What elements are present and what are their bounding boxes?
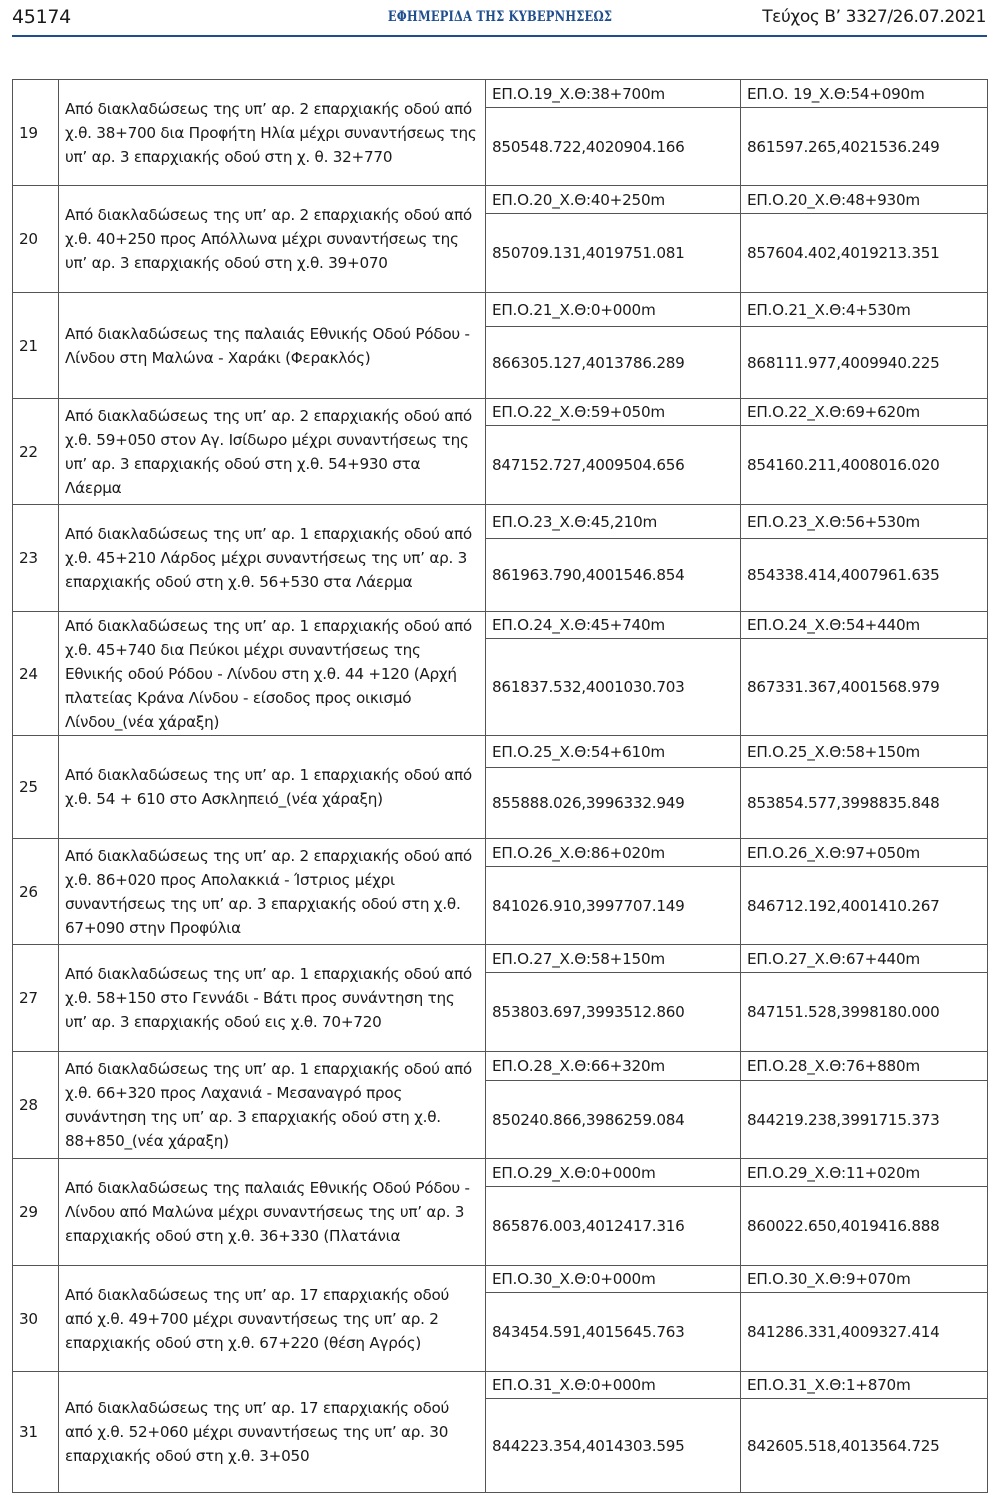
row-number: 31 [13, 1372, 59, 1493]
start-coordinates: 861963.790,4001546.854 [486, 539, 741, 612]
road-description: Από διακλαδώσεως της υπ’ αρ. 17 επαρχιακής οδού από χ.θ. 49+700 μέχρι συναντήσεως της υπ’ αρ. 2 επαρχιακής οδού στη χ.θ. 67+220 (θέση Αγρός) [59, 1266, 486, 1372]
table-row [13, 293, 988, 327]
start-chainage-code: ΕΠ.Ο.25_Χ.Θ:54+610m [486, 736, 741, 768]
table-row [13, 839, 988, 867]
start-chainage-code: ΕΠ.Ο.29_Χ.Θ:0+000m [486, 1159, 741, 1187]
start-coordinates: 865876.003,4012417.316 [486, 1187, 741, 1266]
end-coordinates: 854160.211,4008016.020 [741, 426, 988, 505]
end-chainage-code: ΕΠ.Ο.28_Χ.Θ:76+880m [741, 1052, 988, 1081]
end-chainage-code: ΕΠ.Ο.23_Χ.Θ:56+530m [741, 505, 988, 539]
row-number: 30 [13, 1266, 59, 1372]
row-number: 27 [13, 945, 59, 1052]
table-row [13, 612, 988, 639]
end-coordinates: 847151.528,3998180.000 [741, 973, 988, 1052]
end-chainage-code: ΕΠ.Ο.22_Χ.Θ:69+620m [741, 399, 988, 426]
start-coordinates: 850240.866,3986259.084 [486, 1081, 741, 1159]
row-number: 29 [13, 1159, 59, 1266]
start-coordinates: 853803.697,3993512.860 [486, 973, 741, 1052]
end-chainage-code: ΕΠ.Ο.27_Χ.Θ:67+440m [741, 945, 988, 973]
start-chainage-code: ΕΠ.Ο.30_Χ.Θ:0+000m [486, 1266, 741, 1293]
row-number: 21 [13, 293, 59, 399]
end-coordinates: 868111.977,4009940.225 [741, 327, 988, 399]
road-description: Από διακλαδώσεως της υπ’ αρ. 2 επαρχιακής οδού από χ.θ. 86+020 προς Απολακκιά - Ίστριος μέχρι συναντήσεως της υπ’ αρ. 3 επαρχιακής οδού στη χ.θ. 67+090 στην Προφύλια [59, 839, 486, 945]
table-row [13, 80, 988, 108]
end-coordinates: 867331.367,4001568.979 [741, 639, 988, 736]
start-coordinates: 866305.127,4013786.289 [486, 327, 741, 399]
start-coordinates: 844223.354,4014303.595 [486, 1399, 741, 1493]
road-description: Από διακλαδώσεως της υπ’ αρ. 1 επαρχιακής οδού από χ.θ. 58+150 στο Γεννάδι - Βάτι προς συνάντηση της υπ’ αρ. 3 επαρχιακής οδού εις χ.θ. 70+720 [59, 945, 486, 1052]
road-description: Από διακλαδώσεως της παλαιάς Εθνικής Οδού Ρόδου - Λίνδου από Μαλώνα μέχρι συναντήσεως της υπ’ αρ. 3 επαρχιακής οδού στη χ.θ. 36+330 (Πλατάνια [59, 1159, 486, 1266]
end-chainage-code: ΕΠ.Ο.24_Χ.Θ:54+440m [741, 612, 988, 639]
table-row [13, 1372, 988, 1399]
row-number: 24 [13, 612, 59, 736]
start-chainage-code: ΕΠ.Ο.28_Χ.Θ:66+320m [486, 1052, 741, 1081]
road-description: Από διακλαδώσεως της υπ’ αρ. 2 επαρχιακής οδού από χ.θ. 59+050 στον Αγ. Ισίδωρο μέχρι συναντήσεως της υπ’ αρ. 3 επαρχιακής οδού στη χ.θ. 54+930 στα Λάερμα [59, 399, 486, 505]
end-chainage-code: ΕΠ.Ο.30_Χ.Θ:9+070m [741, 1266, 988, 1293]
table-row [13, 505, 988, 539]
row-number: 22 [13, 399, 59, 505]
table-row [13, 1159, 988, 1187]
start-chainage-code: ΕΠ.Ο.22_Χ.Θ:59+050m [486, 399, 741, 426]
table-row [13, 1266, 988, 1293]
start-coordinates: 850709.131,4019751.081 [486, 214, 741, 293]
table-row [13, 1052, 988, 1081]
table-row [13, 945, 988, 973]
start-coordinates: 841026.910,3997707.149 [486, 867, 741, 945]
row-number: 26 [13, 839, 59, 945]
end-chainage-code: ΕΠ.Ο.21_Χ.Θ:4+530m [741, 293, 988, 327]
issue-reference: Τεύχος Β’ 3327/26.07.2021 [762, 7, 986, 27]
end-coordinates: 844219.238,3991715.373 [741, 1081, 988, 1159]
start-chainage-code: ΕΠ.Ο.19_Χ.Θ:38+700m [486, 80, 741, 108]
road-description: Από διακλαδώσεως της υπ’ αρ. 1 επαρχιακής οδού από χ.θ. 54 + 610 στο Ασκληπειό_(νέα χάραξη) [59, 736, 486, 839]
start-chainage-code: ΕΠ.Ο.31_Χ.Θ:0+000m [486, 1372, 741, 1399]
end-coordinates: 841286.331,4009327.414 [741, 1293, 988, 1372]
end-coordinates: 842605.518,4013564.725 [741, 1399, 988, 1493]
row-number: 19 [13, 80, 59, 186]
page-number: 45174 [12, 6, 71, 28]
road-description: Από διακλαδώσεως της υπ’ αρ. 1 επαρχιακής οδού από χ.θ. 45+740 δια Πεύκοι μέχρι συναντήσεως της Εθνικής οδού Ρόδου - Λίνδου στη χ.θ. 44 +120 (Αρχή πλατείας Κράνα Λίνδου - είσοδος προς οικισμό Λίνδου_(νέα χάραξη) [59, 612, 486, 736]
table-row [13, 736, 988, 768]
start-coordinates: 850548.722,4020904.166 [486, 108, 741, 186]
row-number: 25 [13, 736, 59, 839]
row-number: 23 [13, 505, 59, 612]
gazette-title: ΕΦΗΜΕΡΙΔΑ ΤΗΣ ΚΥΒΕΡΝΗΣΕΩΣ [387, 9, 613, 25]
road-coordinates-table [12, 79, 988, 1493]
page-header [0, 0, 1000, 40]
end-coordinates: 861597.265,4021536.249 [741, 108, 988, 186]
end-chainage-code: ΕΠ.Ο.25_Χ.Θ:58+150m [741, 736, 988, 768]
end-coordinates: 860022.650,4019416.888 [741, 1187, 988, 1266]
start-coordinates: 843454.591,4015645.763 [486, 1293, 741, 1372]
row-number: 28 [13, 1052, 59, 1159]
road-description: Από διακλαδώσεως της υπ’ αρ. 1 επαρχιακής οδού από χ.θ. 45+210 Λάρδος μέχρι συναντήσεως της υπ’ αρ. 3 επαρχιακής οδού στη χ.θ. 56+530 στα Λάερμα [59, 505, 486, 612]
end-chainage-code: ΕΠ.Ο.29_Χ.Θ:11+020m [741, 1159, 988, 1187]
road-description: Από διακλαδώσεως της υπ’ αρ. 2 επαρχιακής οδού από χ.θ. 40+250 προς Απόλλωνα μέχρι συναντήσεως της υπ’ αρ. 3 επαρχιακής οδού στη χ.θ. 39+070 [59, 186, 486, 293]
table-row [13, 186, 988, 214]
table-body [13, 80, 988, 1493]
road-description: Από διακλαδώσεως της υπ’ αρ. 1 επαρχιακής οδού από χ.θ. 66+320 προς Λαχανιά - Μεσαναγρό προς συνάντηση της υπ’ αρ. 3 επαρχιακής οδού στη χ.θ. 88+850_(νέα χάραξη) [59, 1052, 486, 1159]
row-number: 20 [13, 186, 59, 293]
start-chainage-code: ΕΠ.Ο.27_Χ.Θ:58+150m [486, 945, 741, 973]
end-chainage-code: ΕΠ.Ο.26_Χ.Θ:97+050m [741, 839, 988, 867]
end-chainage-code: ΕΠ.Ο.31_Χ.Θ:1+870m [741, 1372, 988, 1399]
road-description: Από διακλαδώσεως της παλαιάς Εθνικής Οδού Ρόδου - Λίνδου στη Μαλώνα - Χαράκι (Φερακλός) [59, 293, 486, 399]
road-description: Από διακλαδώσεως της υπ’ αρ. 17 επαρχιακής οδού από χ.θ. 52+060 μέχρι συναντήσεως της υπ’ αρ. 30 επαρχιακής οδού στη χ.θ. 3+050 [59, 1372, 486, 1493]
start-chainage-code: ΕΠ.Ο.20_Χ.Θ:40+250m [486, 186, 741, 214]
end-chainage-code: ΕΠ.Ο.20_Χ.Θ:48+930m [741, 186, 988, 214]
start-coordinates: 861837.532,4001030.703 [486, 639, 741, 736]
road-description: Από διακλαδώσεως της υπ’ αρ. 2 επαρχιακής οδού από χ.θ. 38+700 δια Προφήτη Ηλία μέχρι συναντήσεως της υπ’ αρ. 3 επαρχιακής οδού στη χ. θ. 32+770 [59, 80, 486, 186]
start-chainage-code: ΕΠ.Ο.21_Χ.Θ:0+000m [486, 293, 741, 327]
end-coordinates: 854338.414,4007961.635 [741, 539, 988, 612]
table-row [13, 399, 988, 426]
start-chainage-code: ΕΠ.Ο.23_Χ.Θ:45,210m [486, 505, 741, 539]
header-divider [12, 35, 987, 37]
start-chainage-code: ΕΠ.Ο.26_Χ.Θ:86+020m [486, 839, 741, 867]
start-coordinates: 855888.026,3996332.949 [486, 768, 741, 839]
start-coordinates: 847152.727,4009504.656 [486, 426, 741, 505]
end-coordinates: 846712.192,4001410.267 [741, 867, 988, 945]
end-coordinates: 857604.402,4019213.351 [741, 214, 988, 293]
end-chainage-code: ΕΠ.Ο. 19_Χ.Θ:54+090m [741, 80, 988, 108]
start-chainage-code: ΕΠ.Ο.24_Χ.Θ:45+740m [486, 612, 741, 639]
end-coordinates: 853854.577,3998835.848 [741, 768, 988, 839]
